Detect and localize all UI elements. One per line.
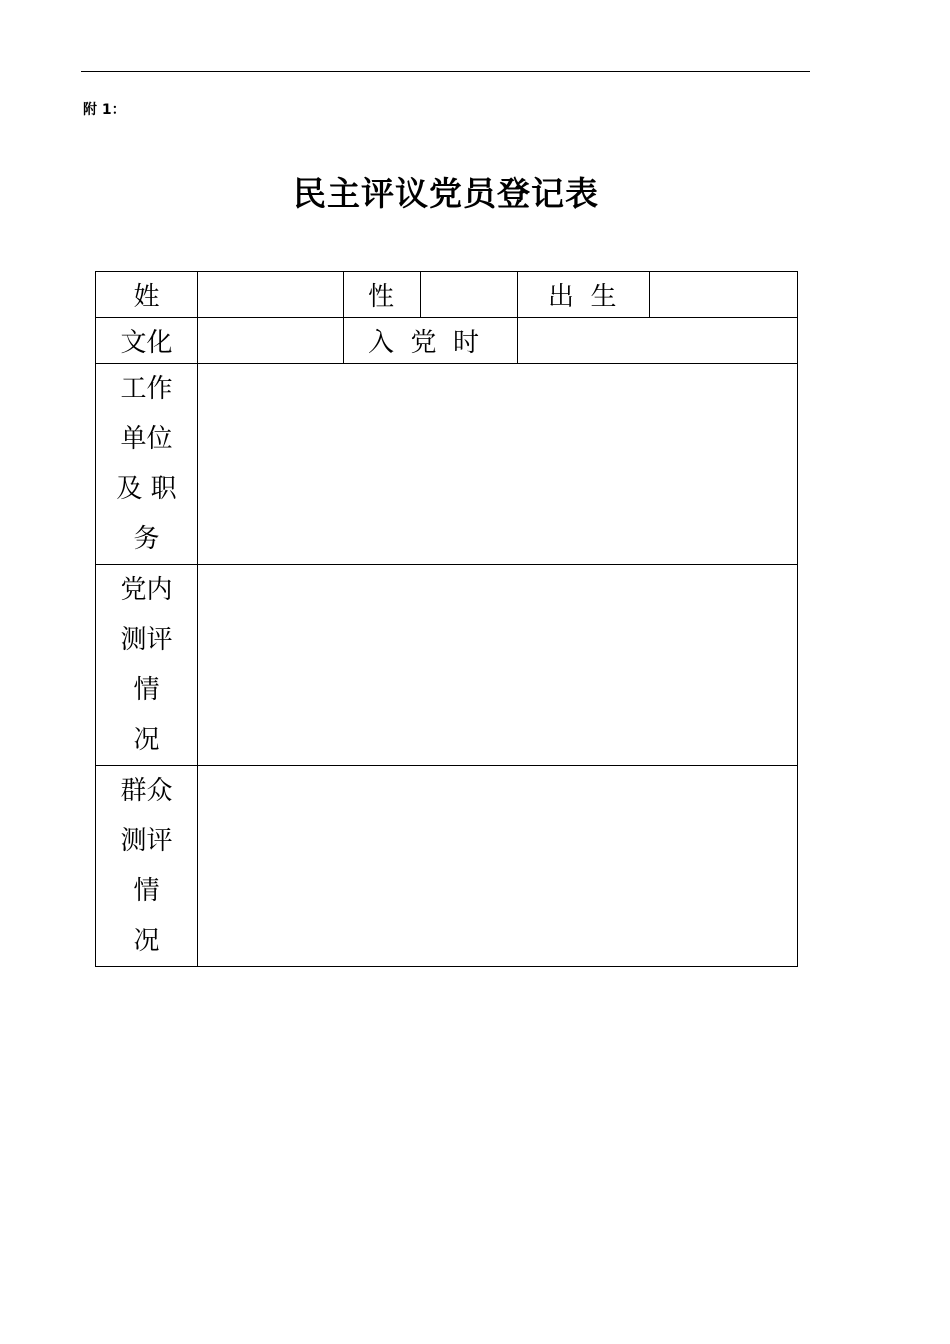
work-unit-field[interactable]: [198, 364, 798, 565]
work-unit-label: [96, 364, 198, 565]
party-evaluation-label-line: 党内: [120, 575, 173, 605]
public-evaluation-label-line: 测评: [120, 826, 173, 856]
document-title: 民主评议党员登记表: [293, 174, 599, 213]
education-field[interactable]: [198, 318, 344, 364]
work-unit-label-line: 务: [133, 524, 160, 554]
work-unit-label-line: 及 职: [116, 474, 177, 504]
public-evaluation-label-line: 情: [133, 876, 160, 906]
party-evaluation-label-line: 况: [133, 725, 160, 755]
public-evaluation-label-line: 况: [133, 926, 160, 956]
join-party-field[interactable]: [518, 318, 798, 364]
form-row-basic-info: [96, 272, 798, 318]
public-evaluation-field[interactable]: [198, 766, 798, 967]
party-evaluation-label-line: 情: [133, 675, 160, 705]
form-row-work-unit: [96, 364, 798, 565]
registration-form-table: [95, 271, 798, 967]
work-unit-label-line: 工作: [120, 374, 173, 404]
join-party-label: 入 党 时: [344, 318, 518, 364]
birth-field[interactable]: [650, 272, 798, 318]
gender-field[interactable]: [421, 272, 518, 318]
birth-label: 出 生: [518, 272, 650, 318]
party-evaluation-label-line: 测评: [120, 625, 173, 655]
form-row-party-evaluation: [96, 565, 798, 766]
header-rule: [81, 71, 810, 72]
party-evaluation-field[interactable]: [198, 565, 798, 766]
attachment-label: 附 1：: [83, 102, 126, 118]
education-label: 文化: [96, 318, 198, 364]
form-row-public-evaluation: [96, 766, 798, 967]
work-unit-label-line: 单位: [120, 424, 173, 454]
name-field[interactable]: [198, 272, 344, 318]
form-row-education: [96, 318, 798, 364]
party-evaluation-label: [96, 565, 198, 766]
name-label: 姓: [96, 272, 198, 318]
gender-label: 性: [344, 272, 421, 318]
public-evaluation-label-line: 群众: [120, 776, 173, 806]
public-evaluation-label: [96, 766, 198, 967]
